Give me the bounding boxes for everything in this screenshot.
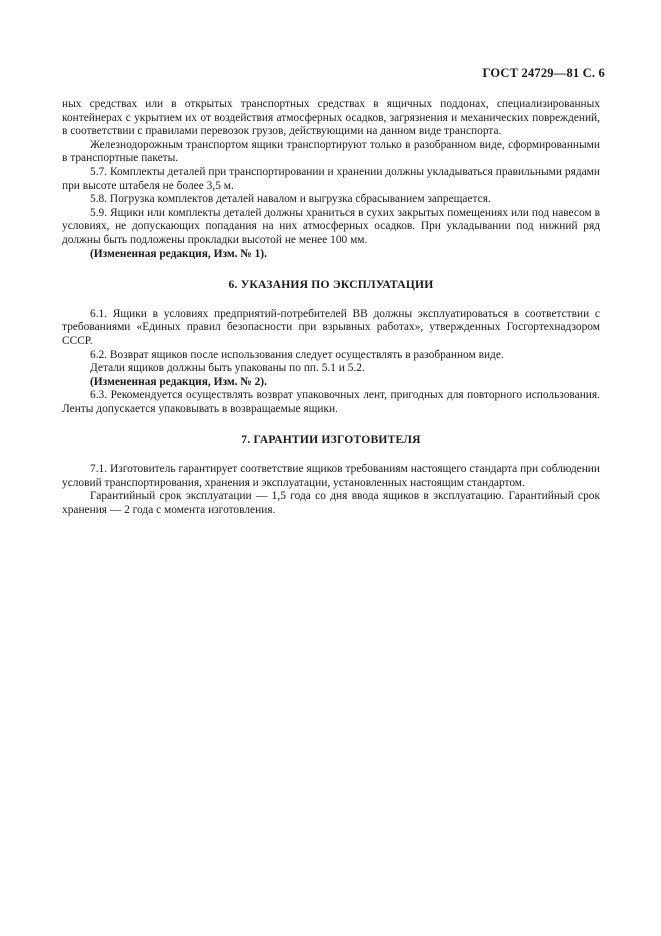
paragraph-5-9: 5.9. Ящики или комплекты деталей должны храниться в сухих закрытых помещениях или под навесом в условиях, не допускающих попадания на них атмосферных осадков. При укладывании под нижний ряд должны быть подложены прокладки высотой не менее 100 мм. bbox=[62, 206, 600, 246]
amendment-note-2: (Измененная редакция, Изм. № 2). bbox=[90, 375, 267, 388]
paragraph-transport-continued: ных средствах или в открытых транспортных средствах в ящичных поддонах, специализированных контейнерах с укрытием их от воздействия атмосферных осадков, загрязнения и механических повреждений, в соответствии с правилами перевозок грузов, действующими на данном виде транспорта. bbox=[62, 98, 600, 138]
paragraph-6-2-parts: Детали ящиков должны быть упакованы по пп. 5.1 и 5.2. bbox=[90, 362, 365, 375]
paragraph-railway-transport: Железнодорожным транспортом ящики транспортируют только в разобранном виде, сформированными в транспортные пакеты. bbox=[62, 138, 600, 165]
amendment-note-1: (Измененная редакция, Изм. № 1). bbox=[90, 247, 267, 260]
paragraph-7-1: 7.1. Изготовитель гарантирует соответствие ящиков требованиям настоящего стандарта при соблюдении условий транспортирования, хранения и эксплуатации, установленных настоящим стандартом. bbox=[62, 463, 600, 489]
paragraph-6-2: 6.2. Возврат ящиков после использования следует осуществлять в разобранном виде. bbox=[90, 348, 504, 361]
paragraph-warranty-period: Гарантийный срок эксплуатации — 1,5 года со дня ввода ящиков в эксплуатацию. Гарантийный срок хранения — 2 года с момента изготовления. bbox=[62, 490, 600, 516]
paragraph-5-8: 5.8. Погрузка комплектов деталей навалом и выгрузка сбрасыванием запрещается. bbox=[90, 193, 491, 206]
section-6-title: 6. УКАЗАНИЯ ПО ЭКСПЛУАТАЦИИ bbox=[228, 278, 434, 292]
paragraph-5-7: 5.7. Комплекты деталей при транспортировании и хранении должны укладываться правильными рядами при высоте штабеля не более 3,5 м. bbox=[62, 165, 600, 192]
paragraph-6-3: 6.3. Рекомендуется осуществлять возврат упаковочных лент, пригодных для повторного использования. Ленты допускается упаковывать в возвращаемые ящики. bbox=[62, 389, 600, 415]
paragraph-6-1: 6.1. Ящики в условиях предприятий-потребителей ВВ должны эксплуатироваться в соответствии с требованиями «Единых правил безопасности при взрывных работах», утвержденных Госгортехнадзором СССР. bbox=[62, 307, 600, 347]
document-body bbox=[62, 98, 600, 517]
page-header: ГОСТ 24729—81 С. 6 bbox=[482, 66, 605, 80]
section-7-title: 7. ГАРАНТИИ ИЗГОТОВИТЕЛЯ bbox=[241, 433, 421, 447]
